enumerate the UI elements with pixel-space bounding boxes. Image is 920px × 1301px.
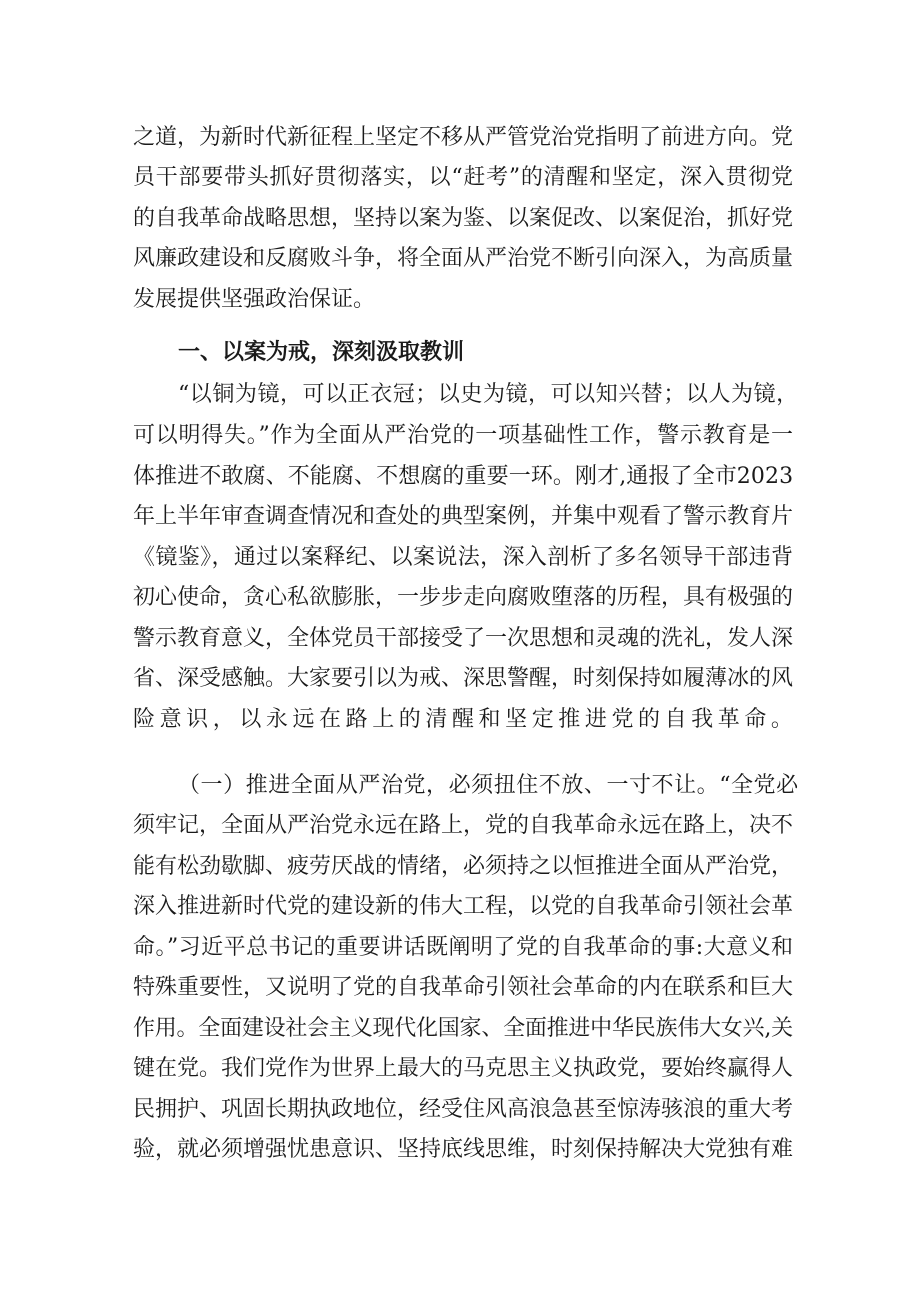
body-line: 键在党。我们党作为世界上最大的马克思主义执政党，要始终赢得人 bbox=[133, 1056, 794, 1081]
body-line: 特殊重要性，又说明了党的自我革命引领社会革命的内在联系和巨大 bbox=[133, 975, 794, 1000]
body-line: 体推进不敢腐、不能腐、不想腐的重要一环。刚才,通报了全市2023 bbox=[133, 464, 794, 489]
body-line: 险意识，以永远在路上的清醒和坚定推进党的自我革命。 bbox=[133, 707, 798, 732]
body-line: 深入推进新时代党的建设新的伟大工程，以党的自我革命引领社会革 bbox=[133, 894, 794, 919]
body-line: 之道，为新时代新征程上坚定不移从严管党治党指明了前进方向。党 bbox=[133, 125, 794, 150]
body-line: 发展提供坚强政治保证。 bbox=[133, 287, 376, 312]
body-line: 警示教育意义，全体党员干部接受了一次思想和灵魂的洗礼，发人深 bbox=[133, 626, 794, 651]
body-line: （一）推进全面从严治党，必须扭住不放、一寸不让。“全党必 bbox=[178, 773, 799, 798]
body-line: “以铜为镜，可以正衣冠；以史为镜，可以知兴替；以人为镜， bbox=[178, 382, 799, 407]
body-line: 作用。全面建设社会主义现代化国家、全面推进中华民族伟大女兴,关 bbox=[133, 1016, 793, 1041]
body-line: 《镜鉴》，通过以案释纪、以案说法，深入剖析了多名领导干部违背 bbox=[133, 545, 794, 570]
body-line: 可以明得失。”作为全面从严治党的一项基础性工作，警示教育是一 bbox=[133, 423, 794, 448]
body-line: 验，就必须增强忧患意识、坚持底线思维，时刻保持解决大党独有难 bbox=[133, 1137, 794, 1162]
body-line: 民拥护、巩固长期执政地位，经受住风高浪急甚至惊涛骇浪的重大考 bbox=[133, 1097, 794, 1122]
body-line: 须牢记，全面从严治党永远在路上，党的自我革命永远在路上，决不 bbox=[133, 813, 794, 838]
body-line: 的自我革命战略思想，坚持以案为鉴、以案促改、以案促治，抓好党 bbox=[133, 206, 794, 231]
body-line: 命。”习近平总书记的重要讲话既阐明了党的自我革命的事:大意义和 bbox=[133, 935, 794, 960]
body-line: 员干部要带头抓好贯彻落实，以“赶考”的清醒和坚定，深入贯彻党 bbox=[133, 165, 794, 190]
body-line: 能有松劲歇脚、疲劳厌战的情绪，必须持之以恒推进全面从严治党， bbox=[133, 854, 794, 879]
body-line: 初心使命，贪心私欲膨胀，一步步走向腐败堕落的历程，具有极强的 bbox=[133, 585, 794, 610]
body-line: 风廉政建设和反腐败斗争，将全面从严治党不断引向深入，为高质量 bbox=[133, 246, 794, 271]
body-line: 省、深受感触。大家要引以为戒、深思警醒，时刻保持如履薄冰的风 bbox=[133, 666, 794, 691]
section-heading: 一、以案为戒，深刻汲取教训 bbox=[178, 340, 465, 365]
body-line: 年上半年审查调查情况和查处的典型案例，并集中观看了警示教育片 bbox=[133, 504, 794, 529]
